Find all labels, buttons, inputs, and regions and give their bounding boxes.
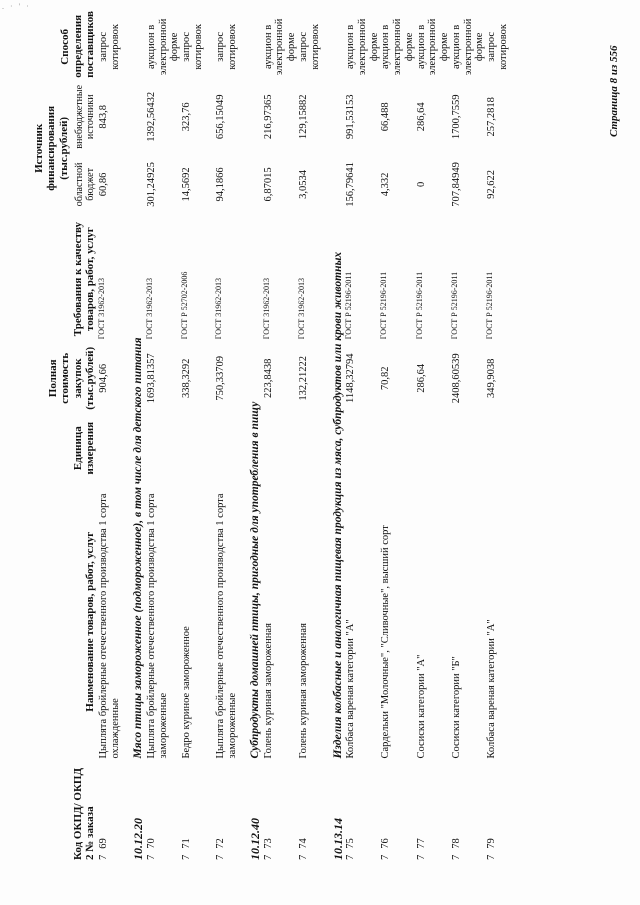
order-number	[98, 762, 132, 863]
table-row	[451, 13, 486, 863]
item-unit	[416, 414, 451, 482]
row-order: 72	[215, 838, 227, 849]
header-name: Наименование товаров, работ, услуг	[84, 531, 97, 712]
header-code: Код ОКПД/ ОКПД 2 № заказа	[71, 767, 97, 860]
item-name: Цыплята бройлерные отечественного производства 1 сорта замороженные	[145, 493, 169, 759]
item-regional-budget: 4,332	[380, 172, 392, 197]
row-order: 74	[297, 838, 309, 849]
item-regional-budget: 0	[415, 181, 427, 188]
row-order: 69	[98, 838, 110, 849]
item-regional-budget: 60,86	[98, 172, 110, 197]
item-name: Цыплята бройлерные отечественного производства 1 сорта охлажденные	[98, 493, 122, 759]
item-cost: 2408,60539	[450, 353, 462, 404]
row-order: 77	[415, 838, 427, 849]
scan-noise: . · ' ·	[2, 2, 31, 11]
order-number	[263, 762, 298, 863]
item-extra-budget: 257,2818	[486, 97, 498, 137]
item-unit	[146, 414, 181, 482]
table-row	[98, 13, 132, 863]
item-unit	[380, 414, 415, 482]
item-name: Сардельки "Молочные", "Сливочные", высший сорт	[380, 525, 392, 759]
item-method: аукцион в электронной форме	[262, 18, 297, 76]
item-regional-budget: 94,1866	[215, 167, 227, 202]
item-name: Бедро куриное замороженное	[181, 626, 193, 759]
table-row	[345, 13, 380, 863]
table-row	[380, 13, 415, 863]
item-extra-budget: 991,53153	[345, 94, 357, 140]
item-regional-budget: 707,84949	[450, 162, 462, 207]
group-code: 10.13.14	[330, 818, 345, 860]
item-cost: 1693,81357	[145, 353, 157, 404]
group-code: 10.12.40	[248, 818, 263, 860]
header-source-regional: областной бюджет	[74, 162, 97, 207]
row-prefix: 7	[297, 854, 309, 860]
item-method: запрос котировок	[486, 24, 509, 70]
item-cost: 223,8438	[262, 358, 274, 398]
item-method: аукцион в электронной форме	[345, 18, 380, 76]
table-row	[298, 13, 332, 863]
item-cost: 349,9038	[486, 358, 498, 398]
table-body	[98, 13, 520, 863]
item-unit	[263, 414, 298, 482]
item-cost: 286,64	[415, 363, 427, 393]
group-row	[332, 13, 345, 863]
item-cost: 70,82	[380, 366, 392, 391]
header-source-extra: внебюджетные источники	[74, 84, 97, 149]
item-requirements: ГОСТ Р 52196-2011	[449, 271, 459, 340]
header-cost: Полная стоимость закупок (тыс.рублей)	[47, 346, 97, 410]
item-unit	[181, 414, 215, 482]
item-requirements: ГОСТ 31962-2013	[97, 278, 107, 340]
item-requirements: ГОСТ Р 52702-2006	[180, 271, 190, 340]
row-prefix: 7	[181, 854, 193, 860]
row-order: 73	[262, 838, 274, 849]
item-requirements: ГОСТ 31962-2013	[261, 278, 271, 340]
item-unit	[298, 414, 332, 482]
item-cost: 904,66	[98, 363, 110, 393]
group-title: Изделия колбасные и аналогичная пищевая продукция из мяса, субпродуктов или крови животных	[331, 251, 344, 759]
item-requirements: ГОСТ Р 52196-2011	[344, 271, 354, 340]
item-name: Сосиски категории "А"	[415, 654, 427, 759]
item-cost: 1148,32794	[345, 353, 357, 404]
order-number	[146, 762, 181, 863]
row-prefix: 7	[98, 854, 110, 860]
item-regional-budget: 92,622	[486, 169, 498, 199]
row-prefix: 7	[415, 854, 427, 860]
header-method: Способ определения поставщиков	[59, 11, 97, 78]
row-prefix: 7	[345, 854, 357, 860]
item-requirements: ГОСТ 31962-2013	[214, 278, 224, 340]
table-row	[263, 13, 298, 863]
item-regional-budget: 3,0534	[297, 169, 309, 199]
table-row	[416, 13, 451, 863]
item-unit	[215, 414, 249, 482]
item-extra-budget: 323,76	[181, 102, 193, 132]
order-number	[181, 762, 215, 863]
order-number	[380, 762, 415, 863]
item-extra-budget: 1392,56432	[145, 91, 157, 142]
table-row	[181, 13, 215, 863]
item-regional-budget: 6,87015	[262, 167, 274, 202]
row-prefix: 7	[486, 854, 498, 860]
row-order: 76	[380, 838, 392, 849]
item-name: Сосиски категории "Б"	[450, 656, 462, 759]
item-extra-budget: 1700,7559	[450, 94, 462, 140]
item-method: аукцион в электронной форме	[450, 18, 486, 76]
item-cost: 132,21222	[297, 355, 309, 401]
row-order: 70	[145, 838, 157, 849]
item-method: запрос котировок	[98, 24, 122, 70]
item-name: Голень куриная замороженная	[262, 623, 274, 759]
item-name: Цыплята бройлерные отечественного производства 1 сорта замороженные	[215, 493, 238, 759]
item-method: аукцион в электронной форме	[415, 18, 451, 76]
order-number	[451, 762, 486, 863]
row-order: 71	[181, 838, 193, 849]
order-number	[416, 762, 451, 863]
row-order: 79	[486, 838, 498, 849]
row-prefix: 7	[380, 854, 392, 860]
item-requirements: ГОСТ 31962-2013	[144, 278, 154, 340]
item-extra-budget: 216,97365	[262, 94, 274, 140]
item-extra-budget: 66,488	[380, 102, 392, 132]
item-method: аукцион в электронной форме	[145, 18, 181, 76]
item-name: Голень куриная замороженная	[297, 623, 309, 759]
item-unit	[451, 414, 486, 482]
order-number	[486, 762, 520, 863]
order-number	[298, 762, 332, 863]
order-number	[215, 762, 249, 863]
table-row	[215, 13, 249, 863]
item-requirements: ГОСТ Р 52196-2011	[379, 271, 389, 340]
item-method: аукцион в электронной форме	[380, 18, 415, 76]
row-prefix: 7	[450, 854, 462, 860]
item-requirements: ГОСТ Р 52196-2011	[485, 271, 495, 340]
row-prefix: 7	[215, 854, 227, 860]
item-requirements: ГОСТ 31962-2013	[296, 278, 306, 340]
item-name: Колбаса вареная категории "А"	[345, 619, 357, 759]
row-order: 75	[345, 838, 357, 849]
item-name: Колбаса вареная категории "А"	[486, 619, 498, 759]
procurement-table	[22, 13, 520, 863]
item-unit	[98, 414, 132, 482]
row-prefix: 7	[145, 854, 157, 860]
item-method: запрос котировок	[215, 24, 238, 70]
item-cost: 750,33709	[215, 355, 227, 401]
group-row	[249, 13, 262, 863]
header-source: Источник финансирования (тыс.рублей)	[33, 105, 70, 191]
item-extra-budget: 843,8	[98, 104, 110, 129]
item-method: запрос котировок	[297, 24, 321, 70]
item-extra-budget: 286,64	[415, 102, 427, 132]
item-extra-budget: 656,15049	[215, 94, 227, 140]
item-method: запрос котировок	[181, 24, 204, 70]
header-unit: Единица измерения	[71, 421, 97, 475]
item-cost: 338,3292	[181, 358, 193, 398]
row-prefix: 7	[262, 854, 274, 860]
item-regional-budget: 14,5692	[181, 167, 193, 202]
table-row	[146, 13, 181, 863]
group-row	[132, 13, 145, 863]
item-unit	[345, 414, 380, 482]
item-unit	[486, 414, 520, 482]
table-row	[486, 13, 520, 863]
page-number: Страница 8 из 556	[608, 45, 620, 137]
row-order: 78	[450, 838, 462, 849]
order-number	[345, 762, 380, 863]
group-title: Мясо птицы замороженное (подмороженное), в том числе для детского питания	[132, 337, 145, 759]
item-extra-budget: 129,15882	[297, 94, 309, 140]
item-regional-budget: 156,79641	[345, 162, 357, 207]
header-requirements: Требования к качеству товаров, работ, услуг	[71, 221, 97, 337]
group-code: 10.12.20	[131, 818, 146, 860]
item-regional-budget: 301,24925	[145, 162, 157, 207]
group-title: Субпродукты домашней птицы, пригодные для употребления в пищу	[249, 401, 262, 759]
item-requirements: ГОСТ Р 52196-2011	[414, 271, 424, 340]
